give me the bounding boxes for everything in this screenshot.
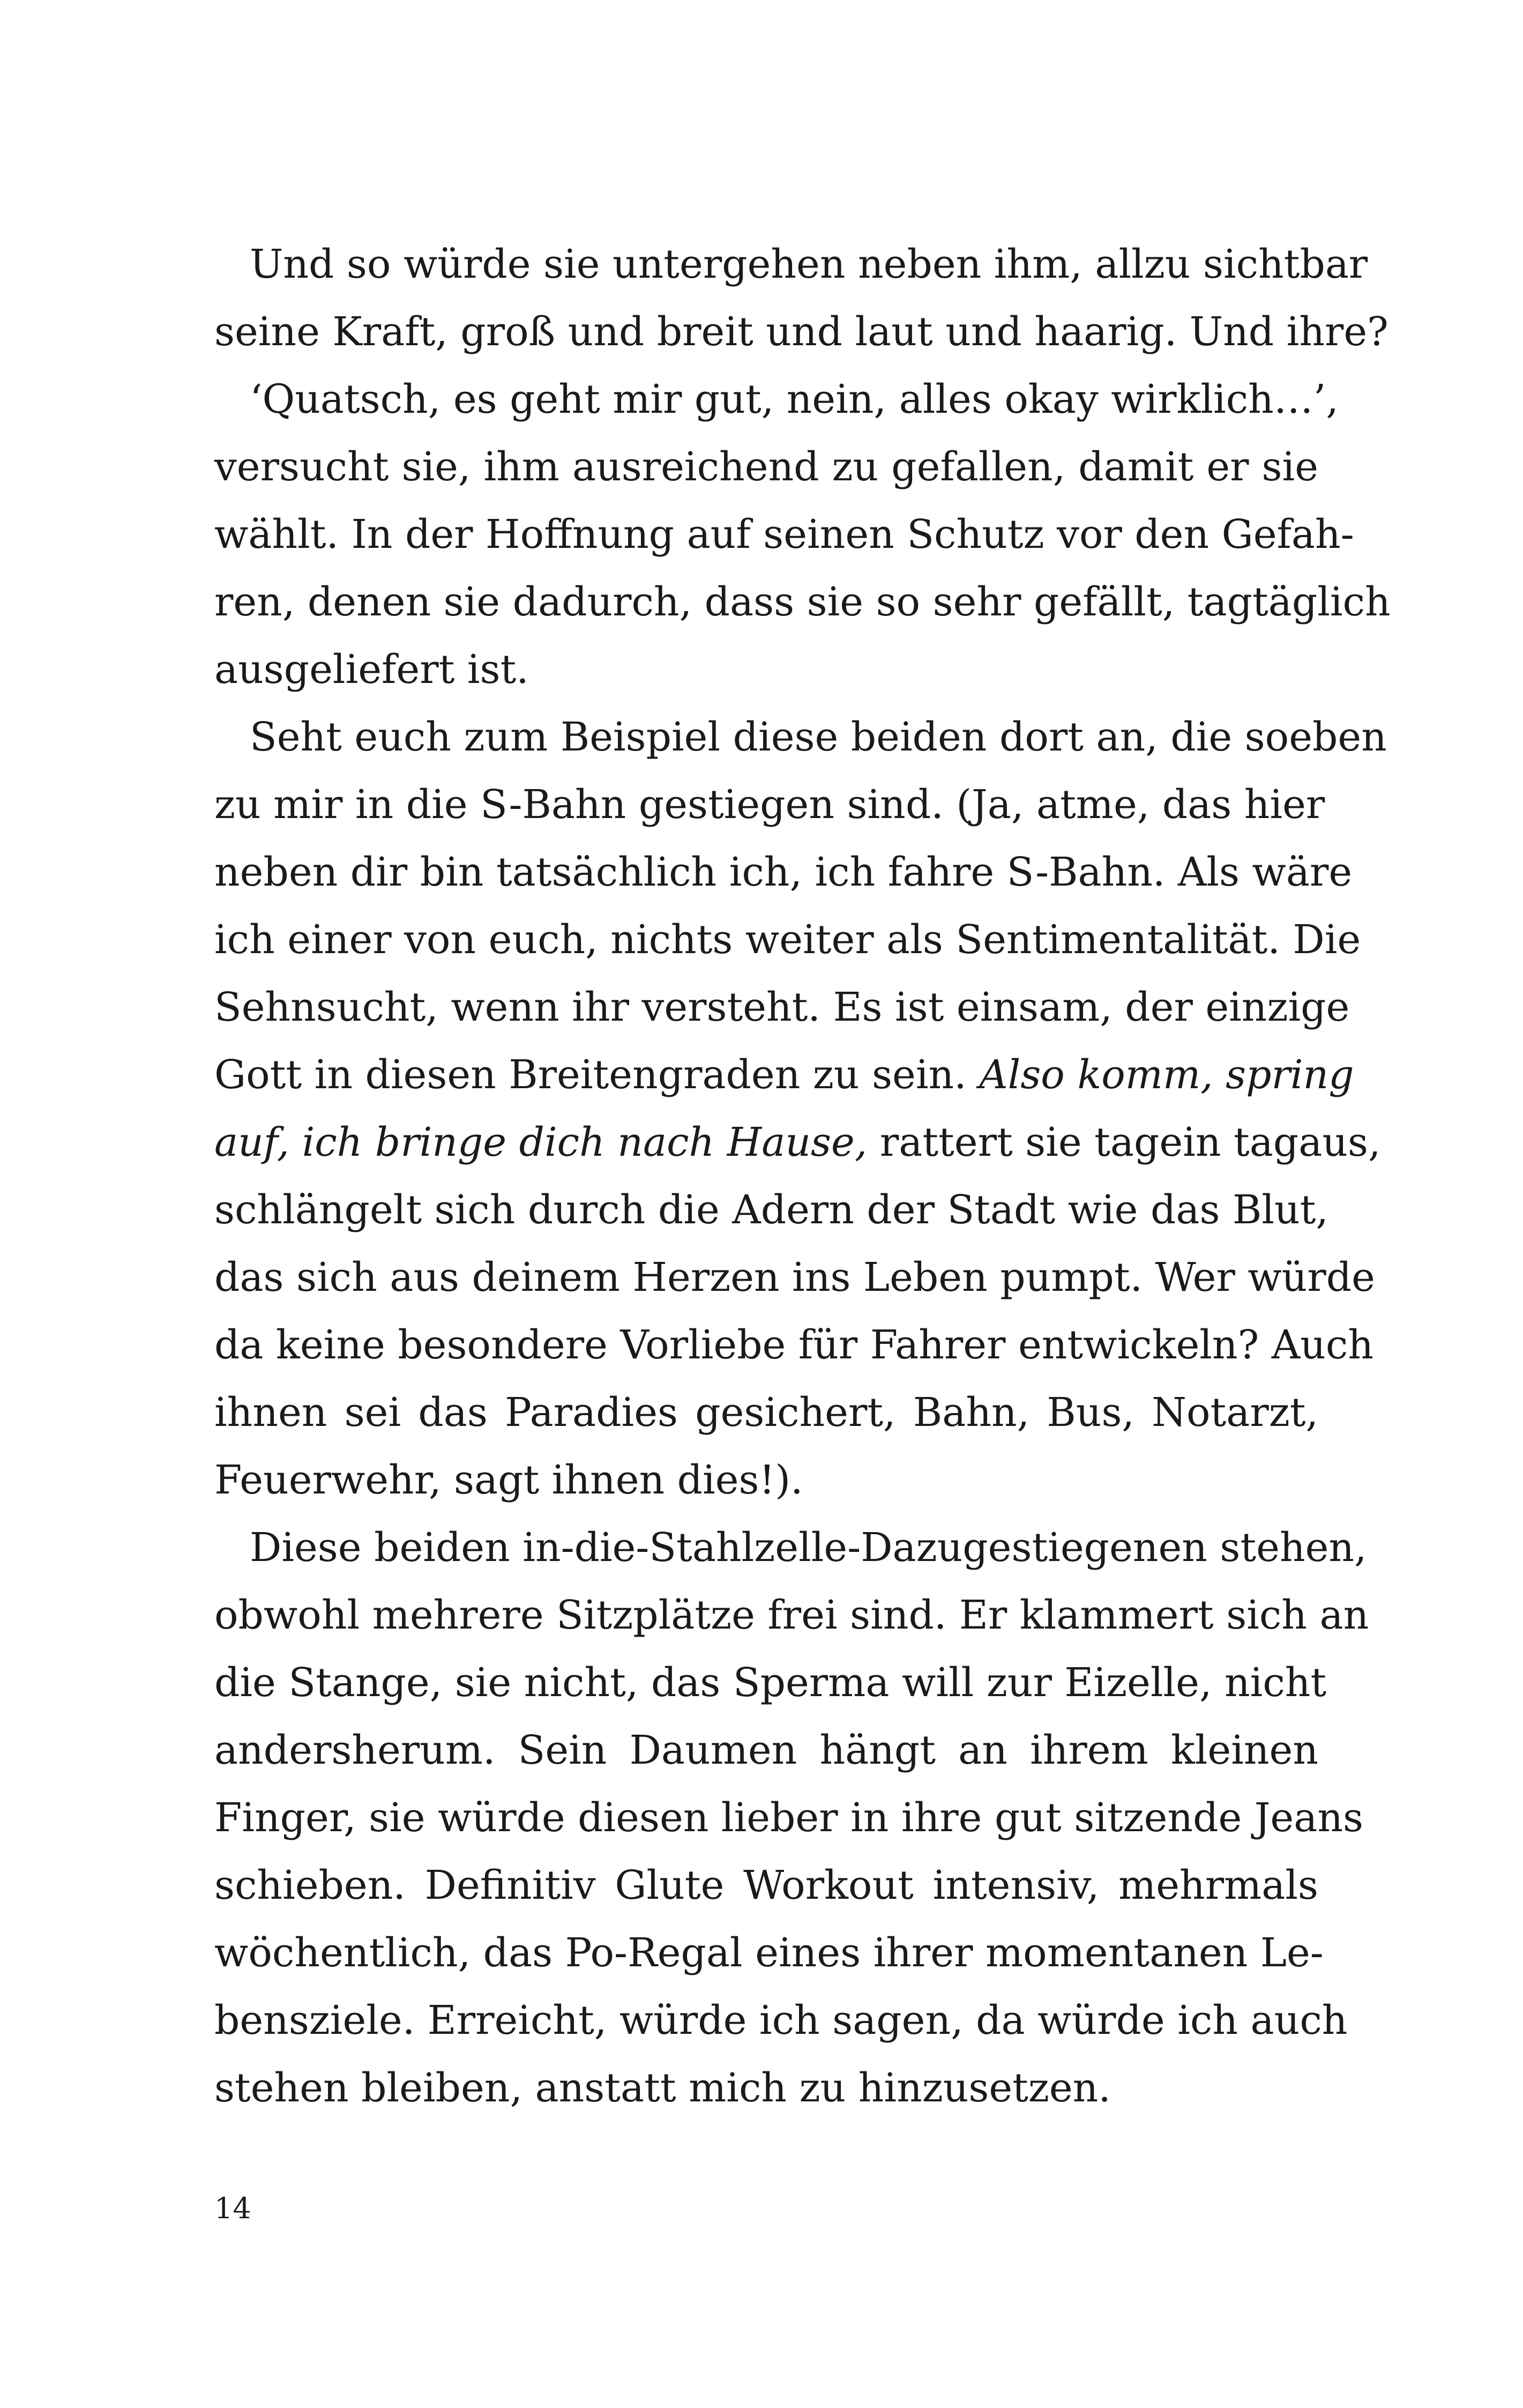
text-line — [214, 298, 1388, 366]
italic-span: Also komm, spring — [979, 1052, 1354, 1098]
line-text: Feuerwehr, sagt ihnen dies!). — [214, 1457, 803, 1503]
paragraph — [214, 366, 1391, 703]
text-line — [214, 433, 1318, 501]
page-body — [214, 231, 1391, 2122]
body-text — [214, 231, 1391, 2122]
line-text: seine Kraft, groß und breit und laut und haarig. Und ihre? — [214, 309, 1388, 355]
line-text: bensziele. Erreicht, würde ich sagen, da würde ich auch — [214, 1997, 1348, 2043]
text-line — [214, 973, 1350, 1041]
line-text: andersherum. Sein Daumen hängt an ihrem kleinen — [214, 1727, 1318, 1773]
line-text: wählt. In der Hoffnung auf seinen Schutz vor den Gefah- — [214, 511, 1354, 558]
text-line — [214, 636, 1318, 703]
line-text: obwohl mehrere Sitzplätze frei sind. Er klammert sich an — [214, 1592, 1369, 1638]
line-text: ich einer von euch, nichts weiter als Sentimentalität. Die — [214, 917, 1361, 963]
text-line — [214, 1649, 1327, 1716]
line-text: Diese beiden in-die-Stahlzelle-Dazugestiegenen stehen, — [250, 1525, 1367, 1571]
line-text: ihnen sei das Paradies gesichert, Bahn, Bus, Notarzt, — [214, 1389, 1318, 1436]
line-text: da keine besondere Vorliebe für Fahrer entwickeln? Auch — [214, 1322, 1373, 1368]
text-line — [214, 1311, 1373, 1379]
page-number: 14 — [214, 2191, 251, 2225]
text-line — [214, 1581, 1369, 1649]
line-text: schlängelt sich durch die Adern der Stadt wie das Blut, — [214, 1187, 1328, 1233]
text-line — [214, 2054, 1318, 2122]
paragraph — [214, 1514, 1369, 2122]
text-line — [214, 1446, 1318, 1514]
text-line — [214, 1109, 1381, 1176]
line-text: Finger, sie würde diesen lieber in ihre gut sitzende Jeans — [214, 1795, 1363, 1841]
line-text: zu mir in die S-Bahn gestiegen sind. (Ja, atme, das hier — [214, 782, 1325, 828]
text-line — [214, 1716, 1318, 1784]
text-line — [214, 1852, 1318, 1919]
text-line — [214, 231, 1368, 298]
text-line — [214, 568, 1391, 636]
line-text: Seht euch zum Beispiel diese beiden dort an, die soeben — [250, 714, 1387, 760]
text-line — [214, 1379, 1318, 1446]
line-text: Gott in diesen Breitengraden zu sein. — [214, 1052, 967, 1098]
line-text: versucht sie, ihm ausreichend zu gefallen, damit er sie — [214, 444, 1318, 490]
text-line — [214, 1919, 1324, 1987]
line-text: ren, denen sie dadurch, dass sie so sehr gefällt, tagtäglich — [214, 579, 1391, 625]
italic-span: auf, ich bringe dich nach Hause, — [214, 1119, 868, 1165]
text-line — [214, 1987, 1348, 2054]
paragraph — [214, 231, 1388, 366]
text-line — [214, 906, 1361, 973]
line-text: Sehnsucht, wenn ihr versteht. Es ist einsam, der einzige — [214, 984, 1350, 1030]
text-line — [214, 501, 1354, 568]
text-line — [214, 703, 1387, 771]
text-line — [214, 366, 1339, 433]
line-text: wöchentlich, das Po-Regal eines ihrer momentanen Le- — [214, 1930, 1324, 1976]
text-line — [214, 1514, 1367, 1581]
text-line — [214, 771, 1325, 838]
line-text: ‘Quatsch, es geht mir gut, nein, alles okay wirklich…’, — [250, 376, 1339, 422]
paragraph — [214, 703, 1387, 1514]
line-text: Und so würde sie untergehen neben ihm, allzu sichtbar — [250, 241, 1368, 287]
line-text: stehen bleiben, anstatt mich zu hinzusetzen. — [214, 2065, 1111, 2111]
text-line — [214, 1244, 1375, 1311]
line-text: neben dir bin tatsächlich ich, ich fahre S-Bahn. Als wäre — [214, 849, 1353, 895]
line-text: die Stange, sie nicht, das Sperma will zur Eizelle, nicht — [214, 1660, 1327, 1706]
text-line — [214, 1784, 1363, 1852]
line-text: schieben. Definitiv Glute Workout intensiv, mehrmals — [214, 1862, 1318, 1908]
text-line — [214, 1176, 1328, 1244]
line-text: rattert sie tagein tagaus, — [879, 1119, 1381, 1165]
text-line — [214, 1041, 1354, 1109]
line-text: ausgeliefert ist. — [214, 646, 529, 693]
text-line — [214, 838, 1353, 906]
line-text: das sich aus deinem Herzen ins Leben pumpt. Wer würde — [214, 1254, 1375, 1300]
